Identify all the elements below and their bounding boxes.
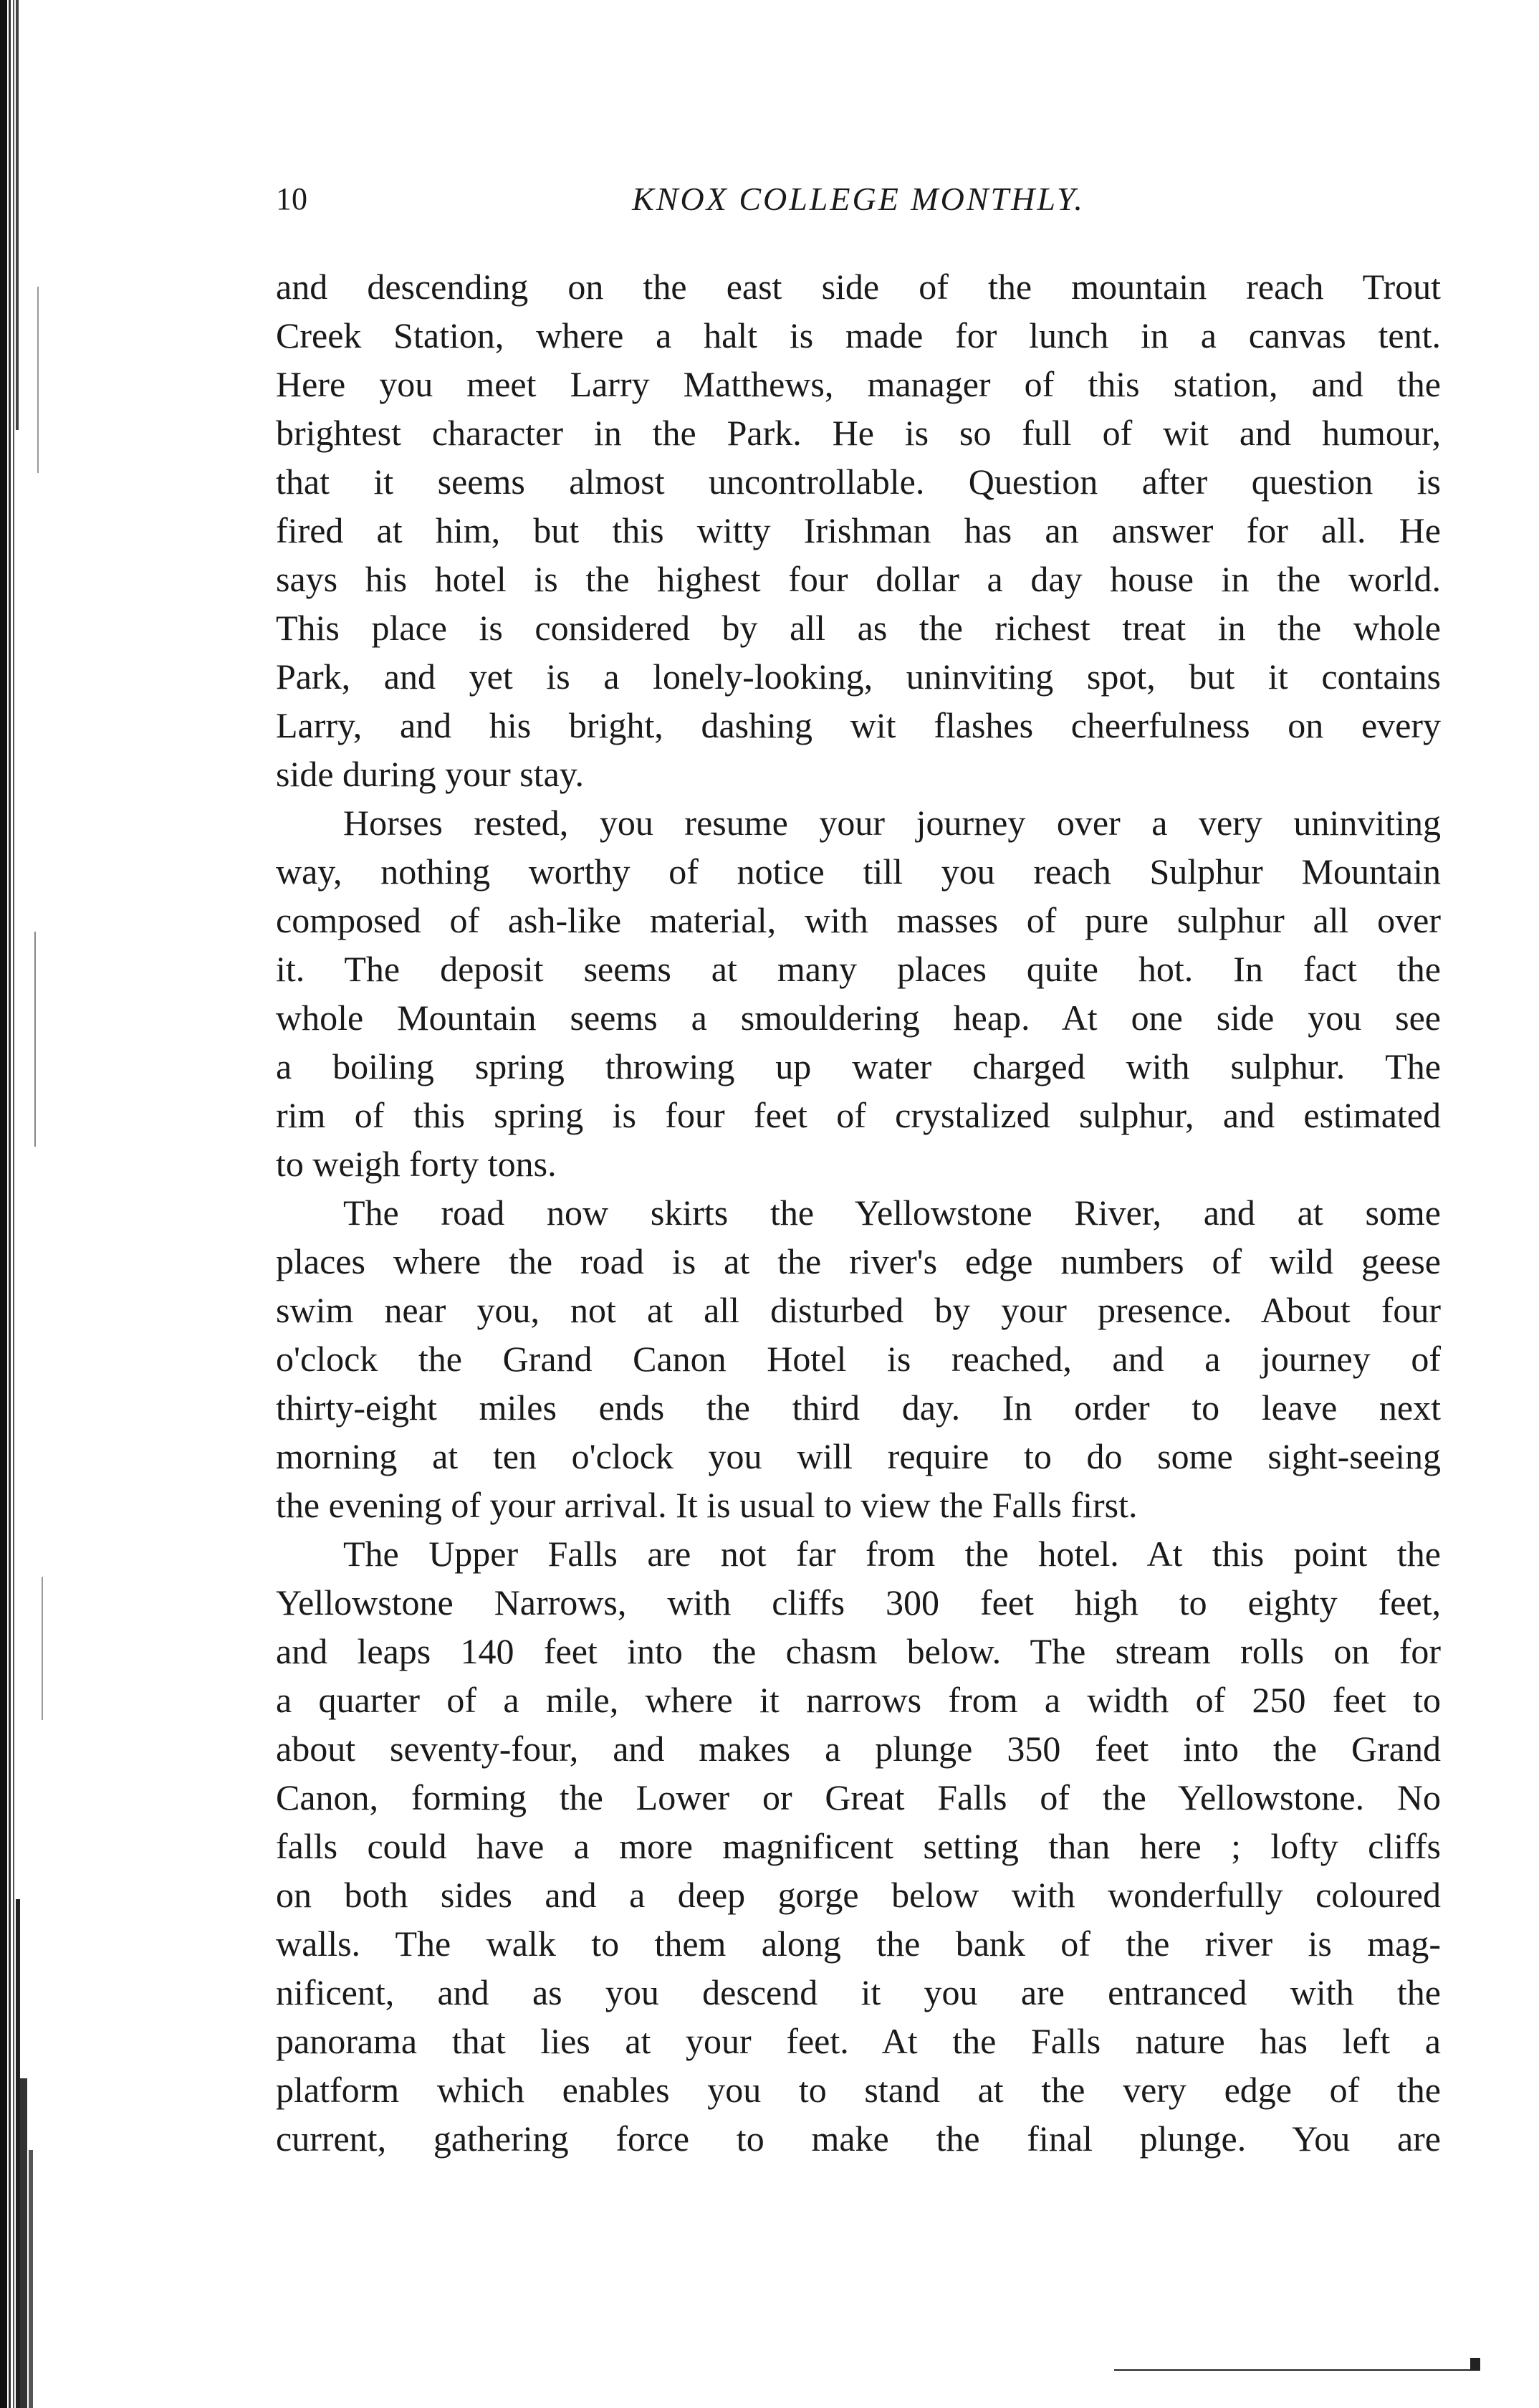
binding-edge-scan-artifact: [0, 0, 53, 2408]
text-line: fired at him, but this witty Irishman has an answer for all. He: [276, 510, 1441, 550]
text-line: that it seems almost uncontrollable. Question after question is: [276, 462, 1441, 502]
paragraph: [276, 1188, 1441, 1529]
text-line: nificent, and as you descend it you are entranced with the: [276, 1972, 1441, 2012]
text-line: platform which enables you to stand at the very edge of the: [276, 2070, 1441, 2110]
text-line: Larry, and his bright, dashing wit flashes cheerfulness on every: [276, 705, 1441, 745]
running-title: KNOX COLLEGE MONTHLY.: [632, 181, 1085, 217]
text-line: the evening of your arrival. It is usual to view the Falls first.: [276, 1485, 1138, 1525]
text-line: a boiling spring throwing up water charged with sulphur. The: [276, 1046, 1441, 1086]
text-line: Yellowstone Narrows, with cliffs 300 feet high to eighty feet,: [276, 1582, 1441, 1623]
text-line: to weigh forty tons.: [276, 1144, 557, 1184]
text-line: on both sides and a deep gorge below with wonderfully coloured: [276, 1875, 1441, 1915]
body-text: [276, 262, 1441, 2163]
text-line: side during your stay.: [276, 754, 585, 794]
text-line: morning at ten o'clock you will require to do some sight-seeing: [276, 1436, 1441, 1476]
text-line: rim of this spring is four feet of crystalized sulphur, and estimated: [276, 1095, 1441, 1135]
footer-rule: [1114, 2369, 1480, 2371]
text-line: brightest character in the Park. He is so full of wit and humour,: [276, 413, 1441, 453]
text-line: whole Mountain seems a smouldering heap. At one side you see: [276, 998, 1441, 1038]
text-line: The road now skirts the Yellowstone River, and at some: [343, 1193, 1441, 1233]
text-line: The Upper Falls are not far from the hotel. At this point the: [343, 1534, 1441, 1574]
text-line: a quarter of a mile, where it narrows from a width of 250 feet to: [276, 1680, 1441, 1720]
text-line: o'clock the Grand Canon Hotel is reached, and a journey of: [276, 1339, 1441, 1379]
text-line: This place is considered by all as the richest treat in the whole: [276, 608, 1441, 648]
text-line: swim near you, not at all disturbed by your presence. About four: [276, 1290, 1441, 1330]
page-header: [276, 178, 1441, 228]
paragraph: [276, 798, 1441, 1188]
text-line: Here you meet Larry Matthews, manager of this station, and the: [276, 364, 1441, 404]
text-line: Park, and yet is a lonely-looking, uninviting spot, but it contains: [276, 656, 1441, 697]
text-line: Horses rested, you resume your journey over a very uninviting: [343, 803, 1441, 843]
text-line: it. The deposit seems at many places quite hot. In fact the: [276, 949, 1441, 989]
text-line: thirty-eight miles ends the third day. In order to leave next: [276, 1387, 1441, 1428]
text-line: Creek Station, where a halt is made for lunch in a canvas tent.: [276, 315, 1441, 355]
text-line: about seventy-four, and makes a plunge 350 feet into the Grand: [276, 1729, 1441, 1769]
paragraph: [276, 1529, 1441, 2163]
paragraph: [276, 262, 1441, 798]
page-number: 10: [276, 181, 307, 216]
text-line: composed of ash-like material, with masses of pure sulphur all over: [276, 900, 1441, 940]
text-line: Canon, forming the Lower or Great Falls of the Yellowstone. No: [276, 1777, 1441, 1817]
text-line: falls could have a more magnificent setting than here ; lofty cliffs: [276, 1826, 1441, 1866]
footer-rule-mark: [1470, 2358, 1480, 2371]
text-line: says his hotel is the highest four dollar a day house in the world.: [276, 559, 1441, 599]
text-line: places where the road is at the river's edge numbers of wild geese: [276, 1241, 1441, 1281]
text-line: panorama that lies at your feet. At the Falls nature has left a: [276, 2021, 1441, 2061]
text-line: current, gathering force to make the final plunge. You are: [276, 2118, 1441, 2159]
text-line: and leaps 140 feet into the chasm below. The stream rolls on for: [276, 1631, 1441, 1671]
text-line: and descending on the east side of the mountain reach Trout: [276, 267, 1441, 307]
text-line: walls. The walk to them along the bank of the river is mag-: [276, 1924, 1441, 1964]
text-line: way, nothing worthy of notice till you reach Sulphur Mountain: [276, 851, 1441, 892]
